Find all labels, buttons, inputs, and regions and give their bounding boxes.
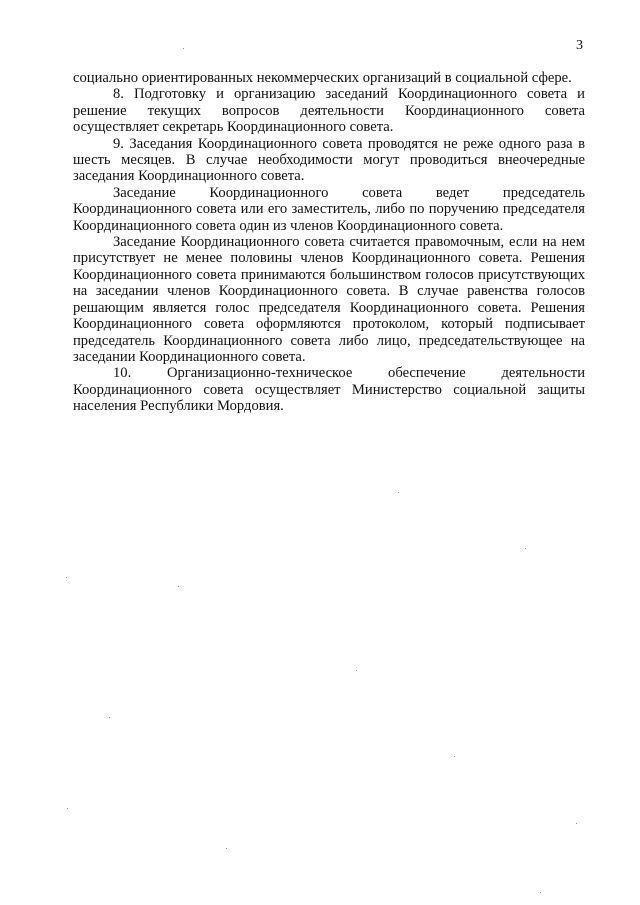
paragraph-quorum-decisions: Заседание Координационного совета считается правомочным, если на нем присутствует не менее половины членов Координационного совета. Решения Координационного совета принимаются большинством голосов присутствующих на заседании членов Координационного совета. В случае равенства голосов решающим является голос председателя Координационного совета. Решения Координационного совета оформляются протоколом, который подписывает председатель Координационного совета либо лицо, председательствующее на заседании Координационного совета.: [73, 234, 585, 365]
scan-speck: [398, 492, 399, 493]
scan-speck: [183, 48, 184, 49]
scan-speck: [540, 892, 541, 893]
paragraph-item-10: 10. Организационно-техническое обеспечение деятельности Координационного совета осуществляет Министерство социальной защиты населения Республики Мордовия.: [73, 365, 585, 415]
document-body: [73, 70, 585, 415]
paragraph-item-9: 9. Заседания Координационного совета проводятся не реже одного раза в шесть месяцев. В случае необходимости могут проводиться внеочередные заседания Координационного совета.: [73, 135, 585, 185]
page-number: 3: [576, 38, 583, 53]
scan-speck: [109, 717, 110, 718]
paragraph-item-8: 8. Подготовку и организацию заседаний Координационного совета и решение текущих вопросов деятельности Координационного совета осуществляет секретарь Координационного совета.: [73, 86, 585, 136]
paragraph-chairing: Заседание Координационного совета ведет председатель Координационного совета или его заместитель, либо по поручению председателя Координационного совета один из членов Координационного совета.: [73, 184, 585, 234]
scan-speck: [178, 586, 179, 587]
scan-speck: [226, 848, 227, 849]
scan-speck: [356, 670, 357, 671]
scan-speck: [454, 756, 455, 757]
scan-speck: [525, 548, 526, 549]
paragraph-intro-continuation: социально ориентированных некоммерческих организаций в социальной сфере.: [73, 70, 572, 86]
scan-speck: [576, 823, 577, 824]
scan-speck: [66, 577, 67, 578]
scan-speck: [67, 808, 68, 809]
